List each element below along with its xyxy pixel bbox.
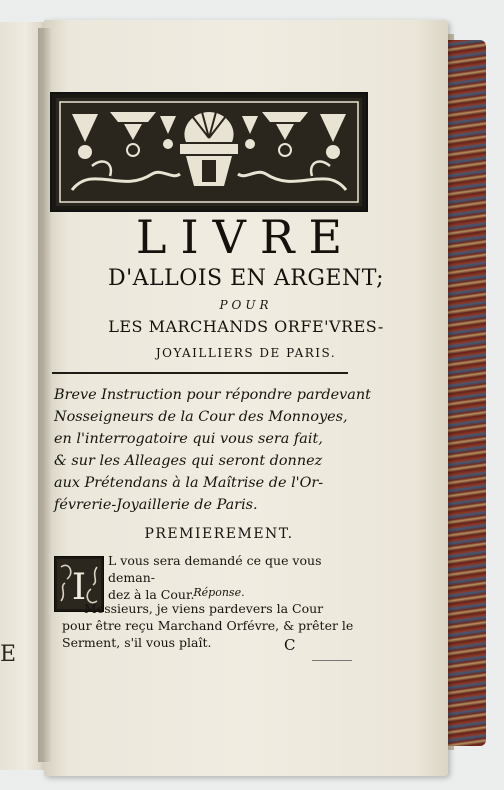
body-line: dez à la Cour.	[108, 587, 195, 602]
title-livre: LIVRE	[135, 210, 357, 264]
title-pour: POUR	[219, 298, 273, 312]
divider-rule	[52, 372, 348, 374]
dropcap-letter: I	[71, 567, 87, 608]
reponse-label: Réponse.	[193, 586, 245, 599]
intro-line: & sur les Alleages qui seront donnez	[54, 453, 323, 469]
marbled-binding-edge	[446, 40, 486, 746]
section-heading: PREMIEREMENT.	[144, 526, 294, 542]
title-marchands: LES MARCHANDS ORFE'VRES-	[108, 317, 384, 336]
title-subtitle: D'ALLOIS EN ARGENT;	[107, 266, 385, 291]
answer-paragraph	[62, 600, 368, 651]
intro-line: Nosseigneurs de la Cour des Monnoyes,	[54, 409, 348, 425]
left-page-margin-letter: E	[0, 642, 17, 667]
intro-line: aux Prétendans à la Maîtrise de l'Or-	[54, 475, 324, 491]
intro-paragraph	[54, 384, 370, 516]
title-joyailliers: JOYAILLIERS DE PARIS.	[155, 346, 337, 360]
catchword-line	[312, 660, 352, 661]
body-line: L vous sera demandé ce que vous deman-	[108, 553, 322, 585]
signature-mark: C	[284, 636, 296, 654]
intro-line: févrerie-Joyaillerie de Paris.	[54, 497, 258, 513]
answer-line: Messieurs, je viens pardevers la Cour	[84, 601, 324, 616]
intro-line: en l'interrogatoire qui vous sera fait,	[54, 431, 323, 447]
intro-line: Breve Instruction pour répondre pardevant	[54, 387, 371, 403]
woodcut-headpiece-ornament	[50, 92, 368, 212]
answer-line: pour être reçu Marchand Orfévre, & prêter le	[62, 618, 354, 633]
answer-line: Serment, s'il vous plaît.	[62, 635, 212, 650]
